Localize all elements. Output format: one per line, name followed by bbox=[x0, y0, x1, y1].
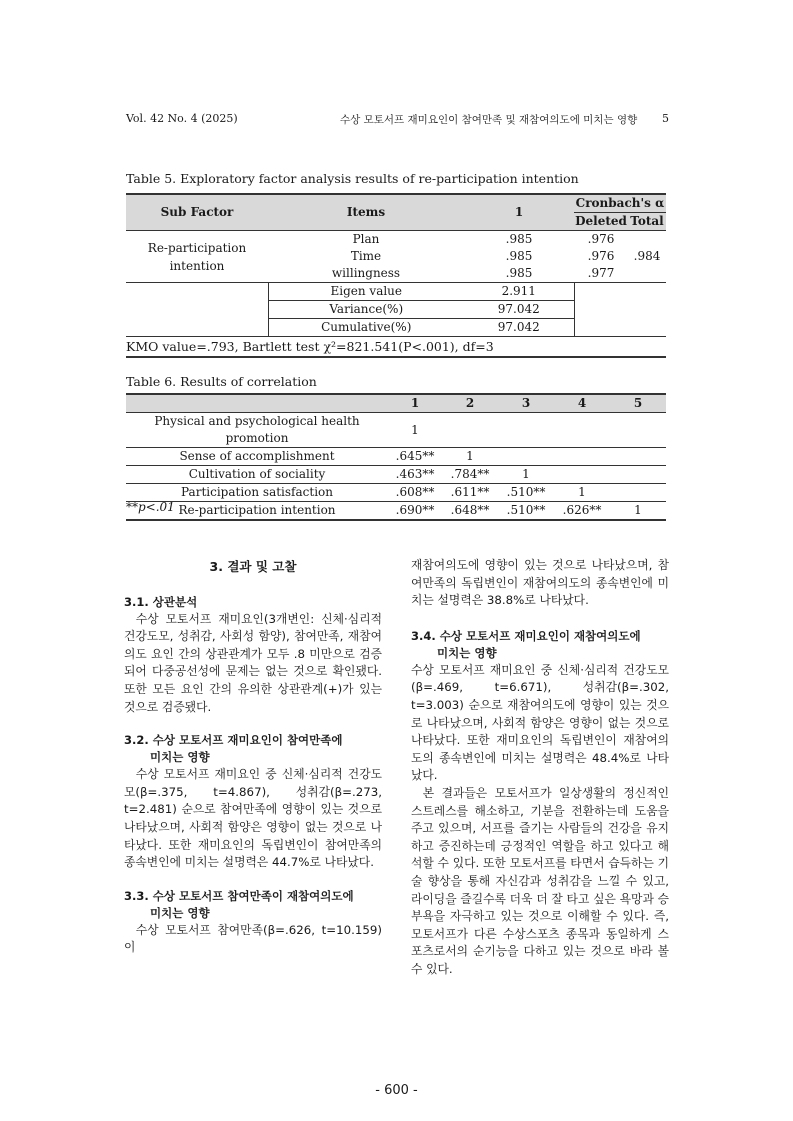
table6-row-label: Physical and psychological health promotion bbox=[154, 414, 360, 445]
section-3-2-title: 3.2. 수상 모토서프 재미요인이 참여만족에 bbox=[124, 733, 343, 748]
table5-head-subfactor: Sub Factor bbox=[160, 205, 234, 219]
table6-cell: .463** bbox=[395, 467, 435, 481]
section-3-1-title: 3.1. 상관분석 bbox=[124, 594, 198, 609]
table6-cell: .608** bbox=[395, 485, 435, 499]
left-column bbox=[124, 558, 382, 957]
table5-head-items: Items bbox=[346, 205, 386, 219]
table6-cell bbox=[610, 413, 666, 448]
table6-row-label: Participation satisfaction bbox=[181, 485, 333, 499]
table5-stat-value: 2.911 bbox=[464, 283, 574, 301]
table6-cell bbox=[554, 448, 610, 466]
section-3-4-title: 3.4. 수상 모토서프 재미요인이 재참여의도에 bbox=[411, 628, 641, 643]
table6-cell: .784** bbox=[450, 467, 490, 481]
table6-cell bbox=[610, 466, 666, 484]
table5-head-deleted: Deleted bbox=[575, 214, 627, 228]
table5-item: Plan bbox=[352, 232, 380, 246]
table6-col-head: 2 bbox=[465, 396, 475, 410]
table6-cell: .648** bbox=[450, 503, 490, 517]
section-3-title: 3. 결과 및 고찰 bbox=[209, 559, 297, 574]
table6-cell: .510** bbox=[506, 485, 546, 499]
table6-note: **p<.01 bbox=[126, 500, 175, 514]
table5-stat-label: Cumulative(%) bbox=[268, 319, 464, 337]
table6 bbox=[126, 393, 666, 521]
table5-deleted: .977 bbox=[587, 266, 615, 280]
section-3-4-text-2: 본 결과들은 모토서프가 일상생활의 정신적인 스트레스를 해소하고, 기분을 전환하는데 도움을 주고 있으며, 서프를 즐기는 사람들의 건강을 유지하고 증진하는데 긍정적인 역할을 하고 있다고 해석할 수 있다. 또한 모토서프를 타면서 습득하는 기술 향상을 통해 자신감과 성취감을 느낄 수 있고, 라이딩을 즐길수록 더욱 더 잘 타고 싶은 욕망과 승부욕을 자극하고 있는 것으로 이해할 수 있다. 즉, 모토서프가 다른 수상스포츠 종목과 동일하게 스포츠로서의 순기능을 다하고 있는 것으로 바라 볼 수 있다. bbox=[411, 785, 669, 976]
table5-total: .984 bbox=[633, 249, 661, 263]
table6-cell bbox=[610, 448, 666, 466]
table6-col-head: 5 bbox=[633, 396, 643, 410]
table5-head-total: Total bbox=[630, 214, 664, 228]
table5-deleted: .976 bbox=[587, 232, 615, 246]
table6-cell: 1 bbox=[578, 485, 586, 499]
table6-cell bbox=[610, 484, 666, 502]
table6-cell bbox=[498, 448, 554, 466]
section-3-3-text-cont: 재참여의도에 영향이 있는 것으로 나타났으며, 참여만족의 독립변인이 재참여의도의 종속변인에 미치는 설명력은 38.8%로 나타났다. bbox=[411, 558, 669, 608]
table6-cell: 1 bbox=[466, 449, 474, 463]
table6-row-label: Sense of accomplishment bbox=[179, 449, 335, 463]
table5-deleted: .976 bbox=[587, 249, 615, 263]
table6-cell: 1 bbox=[522, 467, 530, 481]
table5-loading: .985 bbox=[505, 249, 533, 263]
table5-loading: .985 bbox=[505, 232, 533, 246]
table6-row-label: Cultivation of sociality bbox=[188, 467, 326, 481]
table5-loading: .985 bbox=[505, 266, 533, 280]
section-3-2-title-cont: 미치는 영향 bbox=[150, 750, 210, 765]
table5-stat-label: Variance(%) bbox=[268, 301, 464, 319]
table6-col-head: 4 bbox=[577, 396, 587, 410]
right-column bbox=[411, 557, 669, 978]
table6-caption: Table 6. Results of correlation bbox=[126, 374, 317, 389]
table6-cell: 1 bbox=[634, 503, 642, 517]
section-3-2-text: 수상 모토서프 재미요인 중 신체·심리적 건강도모(β=.375, t=4.867), 성취감(β=.273, t=2.481) 순으로 참여만족에 영향이 있는 것으로 나타났으며, 사회적 함양은 영향이 없는 것으로 나타났다. 또한 재미요인의 독립변인이 참여만족의 종속변인에 미치는 설명력은 44.7%로 나타났다. bbox=[124, 767, 382, 870]
table6-cell: .626** bbox=[562, 503, 602, 517]
header-page-number: 5 bbox=[662, 112, 669, 125]
table6-cell bbox=[442, 413, 498, 448]
table6-cell: .690** bbox=[395, 503, 435, 517]
table6-cell bbox=[554, 466, 610, 484]
section-3-1-text: 수상 모토서프 재미요인(3개변인: 신체·심리적 건강도모, 성취감, 사회성 함양), 참여만족, 재참여의도 요인 간의 상관관계가 모두 .8 미만으로 검증되어 다중공선성에 문제는 없는 것으로 확인됐다. 또한 모든 요인 간의 유의한 상관관계(+)가 있는 것으로 검증됐다. bbox=[124, 611, 382, 714]
table6-cell: .510** bbox=[506, 503, 546, 517]
journal-volume: Vol. 42 No. 4 (2025) bbox=[126, 112, 238, 125]
section-3-3-title: 3.3. 수상 모토서프 참여만족이 재참여의도에 bbox=[124, 888, 354, 903]
table5-stat-value: 97.042 bbox=[464, 319, 574, 337]
table5-stat-label: Eigen value bbox=[268, 283, 464, 301]
table6-cell: 1 bbox=[411, 422, 419, 437]
table5-item: willingness bbox=[331, 266, 401, 280]
table5-subfactor-label: Re-participation intention bbox=[147, 240, 247, 273]
table6-cell: .611** bbox=[450, 485, 490, 499]
table6-cell bbox=[554, 413, 610, 448]
table5-footer: KMO value=.793, Bartlett test χ²=821.541(P<.001), df=3 bbox=[126, 339, 494, 354]
section-3-3-text: 수상 모토서프 참여만족(β=.626, t=10.159)이 bbox=[124, 922, 382, 955]
section-3-3-title-cont: 미치는 영향 bbox=[150, 905, 210, 920]
section-3-4-title-cont: 미치는 영향 bbox=[437, 645, 497, 660]
table5-item: Time bbox=[350, 249, 382, 263]
running-title: 수상 모토서프 재미요인이 참여만족 및 재참여의도에 미치는 영향 bbox=[340, 114, 638, 126]
table6-col-head: 1 bbox=[410, 396, 420, 410]
table5-head-cronbach: Cronbach's α bbox=[574, 194, 666, 213]
table5 bbox=[126, 193, 666, 358]
table5-head-factor: 1 bbox=[514, 205, 524, 219]
table5-caption: Table 5. Exploratory factor analysis results of re-participation intention bbox=[126, 171, 579, 186]
table6-cell: .645** bbox=[395, 449, 435, 463]
footer-page-number: - 600 - bbox=[375, 1083, 418, 1098]
table6-col-head: 3 bbox=[521, 396, 531, 410]
table6-cell bbox=[498, 413, 554, 448]
section-3-4-text: 수상 모토서프 재미요인 중 신체·심리적 건강도모(β=.469, t=6.671), 성취감(β=.302, t=3.003) 순으로 재참여의도에 영향이 있는 것으로 나타났으며, 사회적 함양은 영향이 없는 것으로 나타났다. 또한 재미요인의 독립변인이 재참여의도의 종속변인에 미치는 설명력은 48.4%로 나타났다. bbox=[411, 662, 669, 783]
table6-row-label: Re-participation intention bbox=[178, 503, 336, 517]
table5-stat-value: 97.042 bbox=[464, 301, 574, 319]
